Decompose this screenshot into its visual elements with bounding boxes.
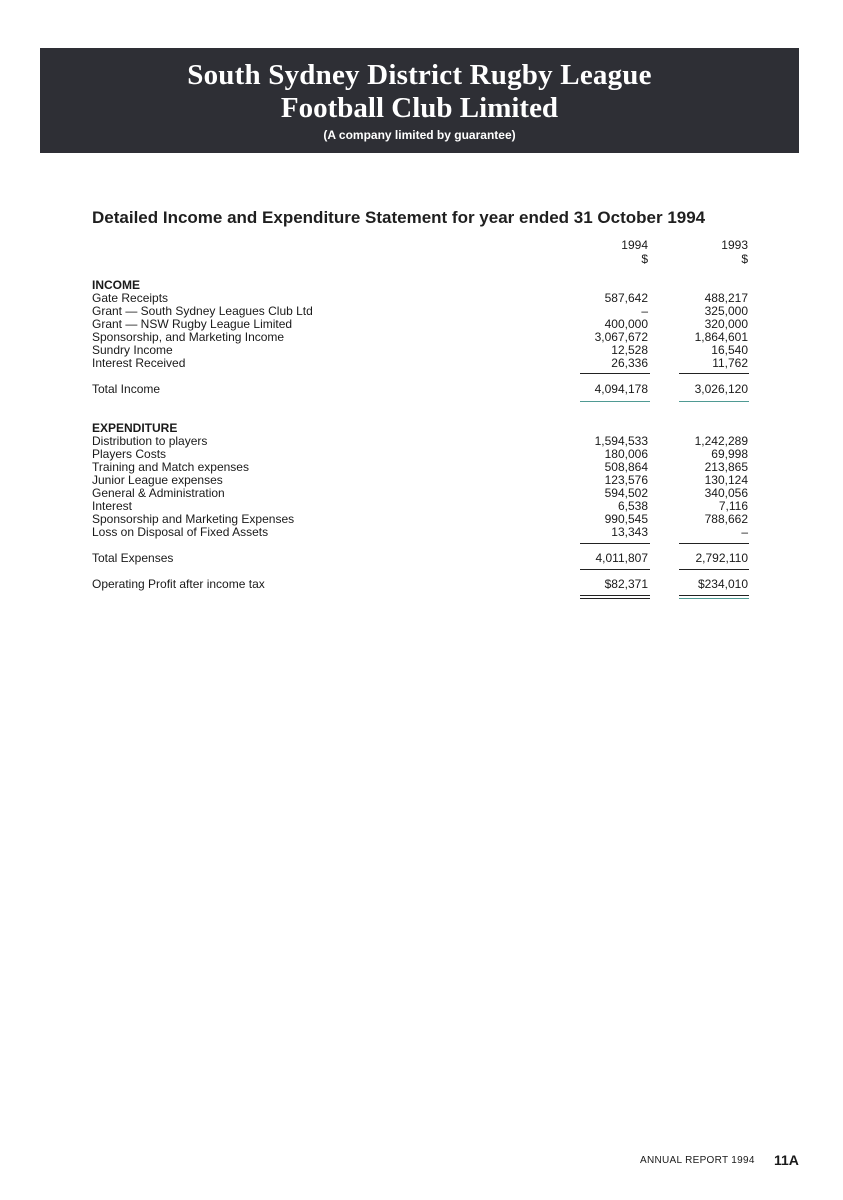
value-1993: 340,056 (704, 486, 748, 500)
row-label: Gate Receipts (92, 291, 169, 305)
subtotal-rule-1993 (679, 373, 749, 374)
row-label: Total Income (92, 382, 161, 396)
value-1994: – (641, 304, 648, 318)
value-1993: 69,998 (711, 447, 748, 461)
value-1994: 26,336 (611, 356, 648, 370)
value-1993: 788,662 (704, 512, 748, 526)
table-row (92, 487, 752, 500)
row-label: Sundry Income (92, 343, 173, 357)
operating-profit-row (92, 578, 752, 591)
row-label: Sponsorship, and Marketing Income (92, 330, 285, 344)
value-1993: 3,026,120 (694, 382, 748, 396)
value-1994: 400,000 (604, 317, 648, 331)
table-row (92, 435, 752, 448)
column-year-1994: 1994 (621, 238, 648, 252)
statement-heading: Detailed Income and Expenditure Statement for year ended 31 October 1994 (92, 208, 706, 227)
value-1994: 4,094,178 (594, 382, 648, 396)
value-1994: 12,528 (611, 343, 648, 357)
value-1993: 488,217 (704, 291, 748, 305)
table-row (92, 526, 752, 539)
value-1993: 2,792,110 (695, 551, 748, 565)
value-1994: 123,576 (604, 473, 648, 487)
row-label: Total Expenses (92, 551, 174, 565)
value-1993: 325,000 (704, 304, 748, 318)
value-1994: 13,343 (611, 525, 648, 539)
value-1994: 3,067,672 (594, 330, 648, 344)
value-1994: 594,502 (604, 486, 648, 500)
total-rule-1994 (580, 569, 650, 570)
value-1994: 587,642 (604, 291, 648, 305)
row-label: Grant — NSW Rugby League Limited (92, 317, 293, 331)
value-1993: 7,116 (718, 499, 748, 513)
double-rule-top-1993 (679, 595, 749, 596)
column-unit-1994: $ (641, 252, 648, 266)
column-year-1993: 1993 (721, 238, 748, 252)
total-rule-1993 (679, 569, 749, 570)
value-1994: 4,011,807 (595, 551, 648, 565)
value-1994: 508,864 (604, 460, 648, 474)
value-1993: 320,000 (704, 317, 748, 331)
row-label: Loss on Disposal of Fixed Assets (92, 525, 269, 539)
column-unit-1993: $ (741, 252, 748, 266)
total-rule-1994 (580, 401, 650, 402)
subtotal-rule-1994 (580, 543, 650, 544)
title-banner (40, 48, 799, 153)
footer-report-label: ANNUAL REPORT 1994 (640, 1155, 755, 1166)
income-section-title (92, 279, 752, 292)
value-1993: 1,864,601 (694, 330, 748, 344)
row-label: General & Administration (92, 486, 225, 500)
value-1994: 1,594,533 (594, 434, 648, 448)
subtotal-rule-1993 (679, 543, 749, 544)
value-1993: 11,762 (712, 356, 748, 370)
value-1994: 180,006 (604, 447, 648, 461)
table-row (92, 331, 752, 344)
total-income-row (92, 383, 752, 396)
club-subtitle: (A company limited by guarantee) (323, 128, 516, 142)
value-1993: – (741, 525, 748, 539)
row-label: Operating Profit after income tax (92, 577, 265, 591)
row-label: Players Costs (92, 447, 167, 461)
table-row (92, 344, 752, 357)
double-rule-top-1994 (580, 595, 650, 596)
row-label: Training and Match expenses (92, 460, 249, 474)
section-title: EXPENDITURE (92, 421, 178, 435)
value-1993: 213,865 (704, 460, 748, 474)
value-1993: 1,242,289 (694, 434, 748, 448)
value-1993: $234,010 (697, 577, 748, 591)
subtotal-rule-1994 (580, 373, 650, 374)
table-row (92, 357, 752, 370)
total-expenses-row (92, 552, 752, 565)
value-1994: 990,545 (604, 512, 648, 526)
value-1993: 16,540 (711, 343, 748, 357)
double-rule-bottom-1994 (580, 598, 650, 599)
row-label: Distribution to players (92, 434, 208, 448)
row-label: Junior League expenses (92, 473, 223, 487)
page-number: 11A (774, 1152, 799, 1168)
value-1994: $82,371 (604, 577, 648, 591)
double-rule-bottom-1993 (679, 598, 749, 599)
value-1993: 130,124 (704, 473, 748, 487)
value-1994: 6,538 (617, 499, 648, 513)
club-name-line1: South Sydney District Rugby League (187, 59, 652, 91)
total-rule-1993 (679, 401, 749, 402)
club-name-line2: Football Club Limited (280, 92, 559, 124)
row-label: Interest (92, 499, 133, 513)
section-title: INCOME (92, 278, 140, 292)
row-label: Sponsorship and Marketing Expenses (92, 512, 295, 526)
row-label: Interest Received (92, 356, 186, 370)
row-label: Grant — South Sydney Leagues Club Ltd (92, 304, 313, 318)
